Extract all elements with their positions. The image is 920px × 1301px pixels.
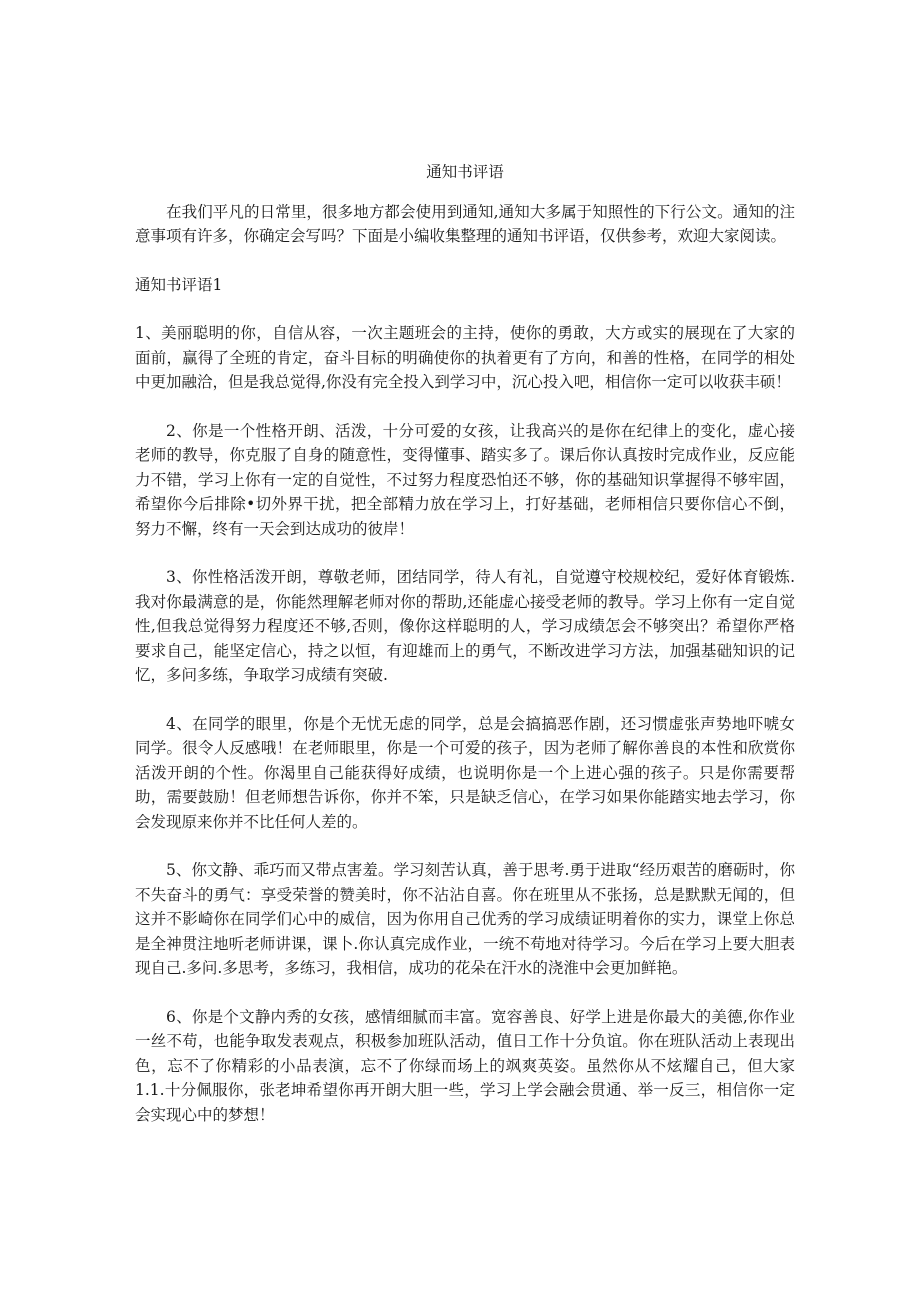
intro-paragraph: 在我们平凡的日常里，很多地方都会使用到通知,通知大多属于知照性的下行公文。通知的注意事项有许多，你确定会写吗？下面是小编收集整理的通知书评语，仅供参考，欢迎大家阅读。 [135,202,795,245]
comment-paragraph-6: 6、你是个文静内秀的女孩，感情细腻而丰富。宽容善良、好学上进是你最大的美德,你作业一丝不苟，也能争取发表观点，积极参加班队活动，值日工作十分负谊。你在班队活动上表现出色，忘不了你精彩的小品表演，忘不了你绿而场上的飒爽英姿。虽然你从不炫耀自己，但大家1.1.十分佩服你，张老坤希望你再开朗大胆一些，学习上学会融会贯通、举一反三，相信你一定会实现心中的梦想！ [135,1007,795,1124]
document-page [135,160,795,1151]
comment-paragraph-5: 5、你文静、乖巧而又带点害羞。学习刻苦认真，善于思考.勇于进取“经历艰苦的磨砺时，你不失奋斗的勇气：享受荣誉的赞美时，你不沾沾自喜。你在班里从不张扬，总是默默无闻的，但这并不影崎你在同学们心中的威信，因为你用自己优秀的学习成绩证明着你的实力，课堂上你总是全神贯注地听老师讲课，课卜.你认真完成作业，一统不苟地对待学习。今后在学习上要大胆表现自己.多问.多思考，多练习，我相信，成功的花朵在汗水的浇淮中会更加鲜艳。 [135,861,795,977]
comment-paragraph-1: 1、美丽聪明的你，自信从容，一次主题班会的主持，使你的勇敢，大方或实的展现在了大家的面前，赢得了全班的肯定，奋斗目标的明确使你的执着更有了方向，和善的性格，在同学的相处中更加融洽，但是我总觉得,你没有完全投入到学习中，沉心投入吧，相信你一定可以收获丰硕！ [135,324,795,391]
comment-paragraph-2: 2、你是一个性格开朗、活泼，十分可爱的女孩，让我高兴的是你在纪律上的变化，虚心接老师的教导，你克服了自身的随意性，变得懂事、踏实多了。课后你认真按时完成作业，反应能力不错，学习上你有一定的自觉性，不过努力程度恐怕还不够，你的基础知识掌握得不够牢固，希望你今后排除•切外界干扰，把全部精力放在学习上，打好基础，老师相信只要你信心不倒，努力不懈，终有一天会到达成功的彼岸！ [135,421,795,538]
document-title: 通知书评语 [426,163,504,181]
section-heading: 通知书评语1 [135,275,223,294]
comment-paragraph-3: 3、你性格活泼开朗，尊敬老师，团结同学，待人有礼，自觉遵守校规校纪，爱好体育锻炼.我对你最满意的是，你能然理解老师对你的帮助,还能虚心接受老师的教导。学习上你有一定自觉性,但我总觉得努力程度还不够,否则，像你这样聪明的人，学习成绩怎会不够突出？希望你严格要求自己，能坚定信心，持之以恒，有迎雄而上的勇气，不断改进学习方法，加强基础知识的记忆，多问多练，争取学习成绩有突破. [135,568,795,684]
comment-paragraph-4: 4、在同学的眼里，你是个无忧无虑的同学，总是会搞搞恶作剧，还习惯虚张声势地吓唬女同学。很令人反感哦！在老师眼里，你是一个可爱的孩子，因为老师了解你善良的本性和欣赏你活泼开朗的个性。你渴里自己能获得好成绩，也说明你是一个上进心强的孩子。只是你需要帮助，需要鼓励！但老师想告诉你，你并不笨，只是缺乏信心，在学习如果你能踏实地去学习，你会发现原来你并不比任何人差的。 [135,714,795,831]
